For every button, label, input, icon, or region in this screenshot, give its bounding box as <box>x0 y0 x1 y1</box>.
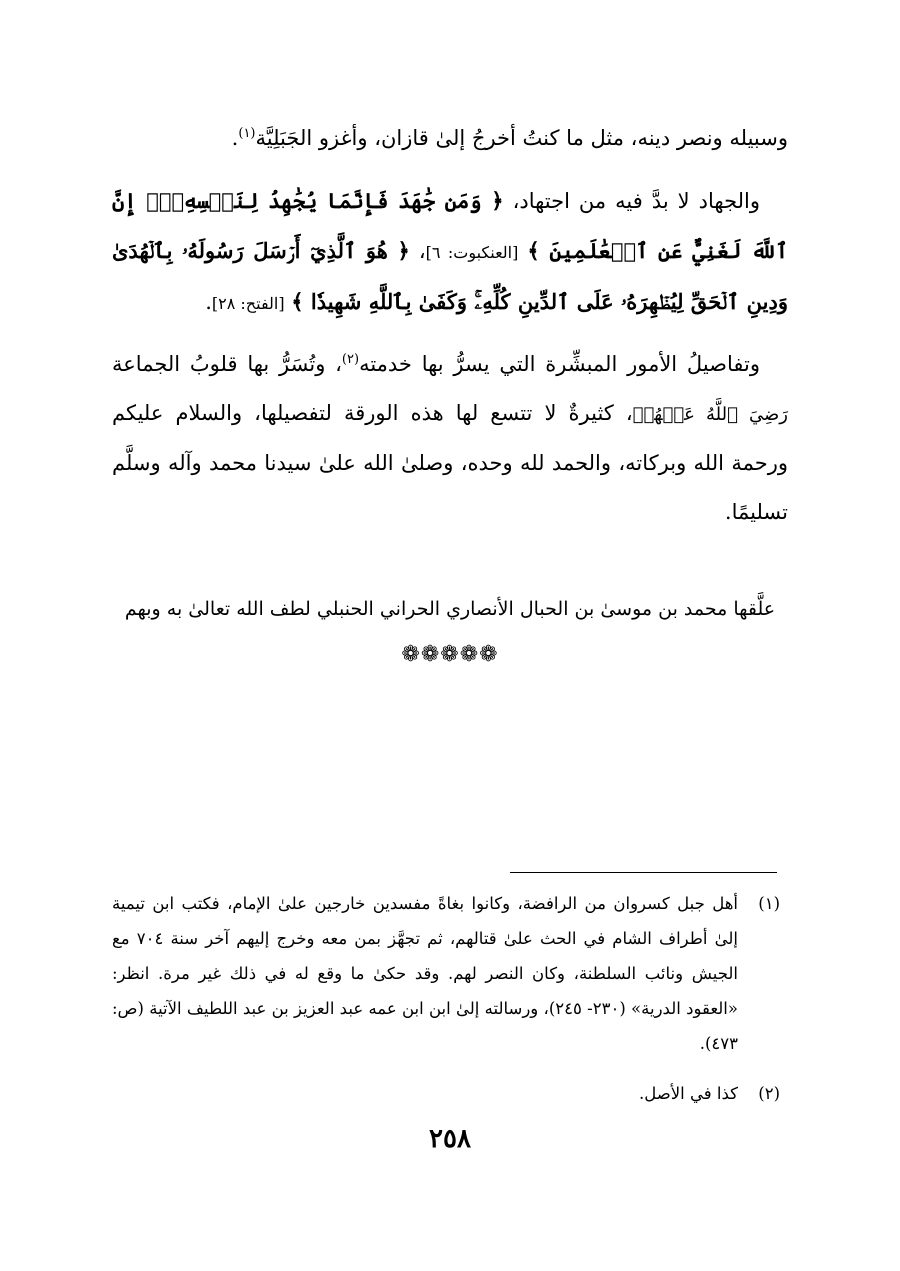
footnote-divider <box>510 872 777 873</box>
paragraph-2 <box>112 176 788 328</box>
paragraph-3-part-1: وتفاصيلُ الأمور المبشِّرة التي يسرُّ بها خدمته <box>359 352 760 376</box>
paragraph-1-end: . <box>231 126 239 150</box>
footnote-1 <box>112 886 780 1061</box>
footnote-ref-1[interactable]: (١) <box>238 126 256 141</box>
footnote-ref-2[interactable]: (٢) <box>341 352 360 367</box>
paragraph-1 <box>112 114 788 163</box>
footnote-number: (٢) <box>758 1084 780 1103</box>
page-number: ٢٥٨ <box>429 1124 471 1154</box>
quran-verse-1: ﴿ وَمَن جَٰهَدَ فَإِنَّمَا يُجَٰهِدُ لِنَفۡسِهِۦٓۚ إِنَّ ٱللَّهَ لَغَنِيٌّ عَنِ ٱلۡعَٰلَمِينَ ﴾ <box>112 188 789 263</box>
paragraph-3 <box>112 340 788 537</box>
paragraph-1-text: وسبيله ونصر دينه، مثل ما كنتُ أخرجُ إلىٰ قازان، وأغزو الجَبَلِيَّة <box>255 126 788 150</box>
verse-reference-2: [الفتح: ٢٨] <box>211 294 285 313</box>
verse-separator: ، <box>418 239 426 263</box>
paragraph-2-end: . <box>205 290 212 314</box>
footnote-number: (١) <box>758 894 780 913</box>
paragraph-2-lead: والجهاد لا بدَّ فيه من اجتهاد، <box>512 189 760 213</box>
decorative-ornament-icon: ❁❁❁❁❁ <box>401 642 499 667</box>
quran-verse-2: ﴿ هُوَ ٱلَّذِيٓ أَرۡسَلَ رَسُولَهُۥ بِٱلۡهُدَىٰ وَدِينِ ٱلۡحَقِّ لِيُظۡهِرَهُۥ عَلَى ٱلدِّينِ كُلِّهِۦۚ وَكَفَىٰ بِٱللَّهِ شَهِيدٗا ﴾ <box>112 238 788 314</box>
footnote-text: كذا في الأصل. <box>639 1084 738 1103</box>
footnote-2 <box>112 1076 780 1111</box>
footnote-text: أهل جبل كسروان من الرافضة، وكانوا بغاةً مفسدين خارجين علىٰ الإمام، فكتب ابن تيمية إلىٰ أطراف الشام في الحث علىٰ قتالهم، ثم تجهَّز بمن معه وخرج إليهم آخر سنة ٧٠٤ مع الجيش ونائب السلطنة، وكان النصر لهم. وقد حكىٰ ما وقع له في ذلك غير مرة. انظر: «العقود الدرية» (٢٣٠- ٢٤٥)، ورسالته إلىٰ ابن ابن عمه عبد العزيز بن عبد اللطيف الآتية (ص: ٤٧٣). <box>112 894 739 1053</box>
honorific-phrase: رَضِيَ ٱللَّهُ عَنۡهُمۡ <box>632 404 789 425</box>
paragraph-3-part-2: ، وتُسَرُّ بها قلوبُ الجماعة <box>112 352 342 376</box>
verse-reference-1: [العنكبوت: ٦] <box>425 243 519 262</box>
paragraph-3-part-3: ، كثيرةٌ لا تتسع لها هذه الورقة لتفصيلها، والسلام عليكم ورحمة الله وبركاته، والحمد لله وحده، وصلىٰ الله علىٰ سيدنا محمد وآله وسلَّم تسليمًا. <box>112 401 788 524</box>
colophon: علَّقها محمد بن موسىٰ بن الحبال الأنصاري الحراني الحنبلي لطف الله تعالىٰ به وبهم <box>124 598 776 620</box>
